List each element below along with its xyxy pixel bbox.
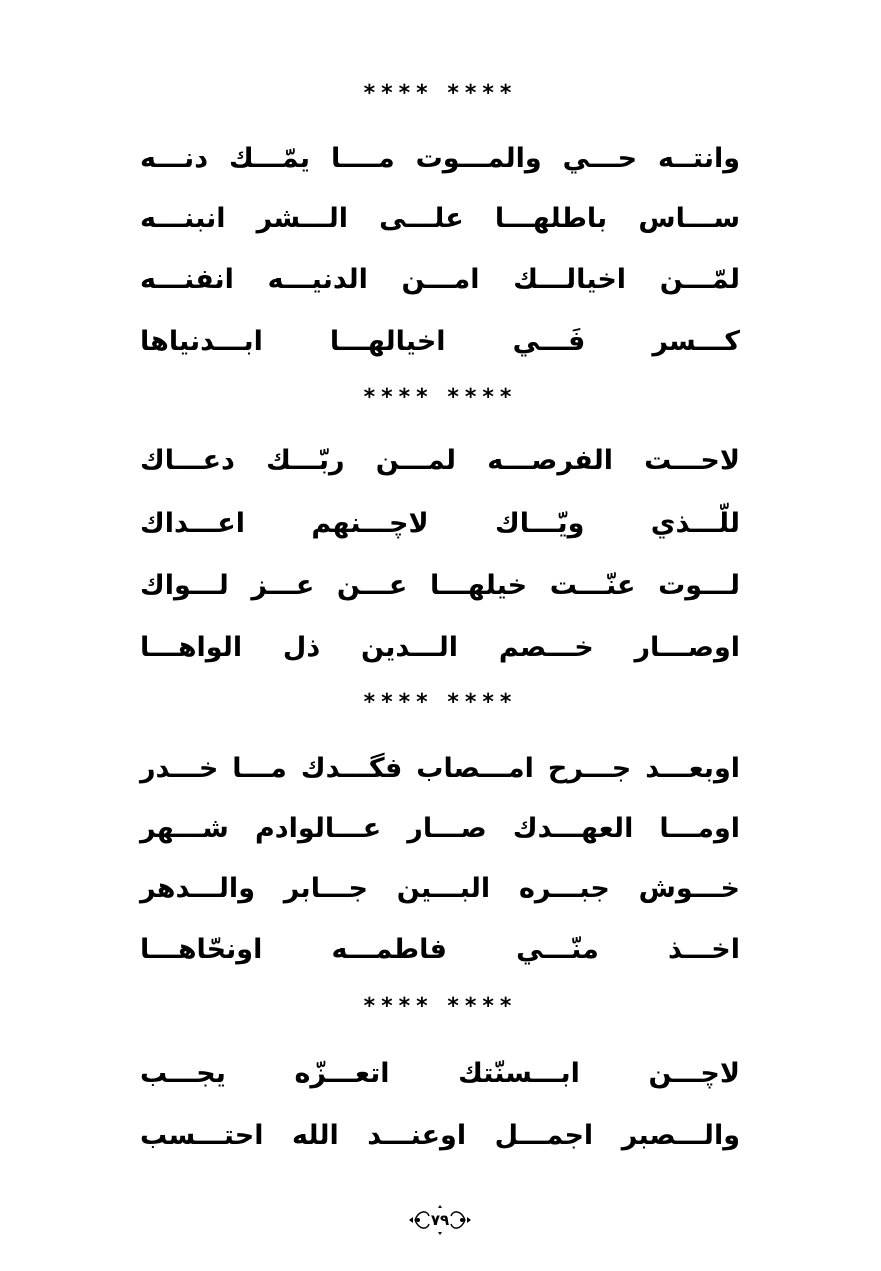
verse-line: ســـاس باطلهـــا علـــى الـــشر انبنـــه <box>140 203 740 234</box>
verse-line: لمّـــن اخيالـــك امـــن الدنيـــه انفنـــه <box>140 264 740 295</box>
verse-line: خـــوش جبـــره البـــين جـــابر والـــدهر <box>140 873 740 904</box>
stanza-divider: **** **** <box>363 994 518 1019</box>
verse-line: اومـــا العهـــدك صـــار عـــالوادم شـــهر <box>140 813 740 844</box>
page-number <box>405 1202 475 1238</box>
stanza-divider: **** **** <box>363 690 518 715</box>
verse-line: اوبعـــد جـــرح امـــصاب فگـــدك مـــا خـــدر <box>140 753 740 784</box>
verse-line: وانتــه حـــي والمـــوت مــــا يمّـــك دنـــه <box>140 143 740 174</box>
stanza-divider: **** **** <box>363 385 518 410</box>
verse-line: اوصـــار خـــصم الـــدين ذل الواهـــا <box>140 632 740 663</box>
verse-line: اخـــذ منّـــي فاطمـــه اونحّاهـــا <box>140 934 740 965</box>
verse-line: لاحـــت الفرصـــه لمـــن ربّـــك دعـــاك <box>140 445 740 476</box>
verse-line: كـــسر فَـــي اخيالهـــا ابـــدنياها <box>140 326 740 357</box>
verse-line: للّـــذي ويّـــاك لاچـــنهم اعـــداك <box>140 508 740 539</box>
stanza-divider: **** **** <box>363 81 518 106</box>
page-number-label: ٧٩ <box>430 1211 450 1229</box>
verse-line: لـــوت عنّـــت خيلهـــا عـــن عـــز لـــواك <box>140 570 740 601</box>
verse-line: والـــصبر اجمـــل اوعنـــد الله احتـــسب <box>140 1120 740 1151</box>
verse-line: لاچـــن ابـــسنّتك اتعـــزّه يجـــب <box>140 1058 740 1089</box>
